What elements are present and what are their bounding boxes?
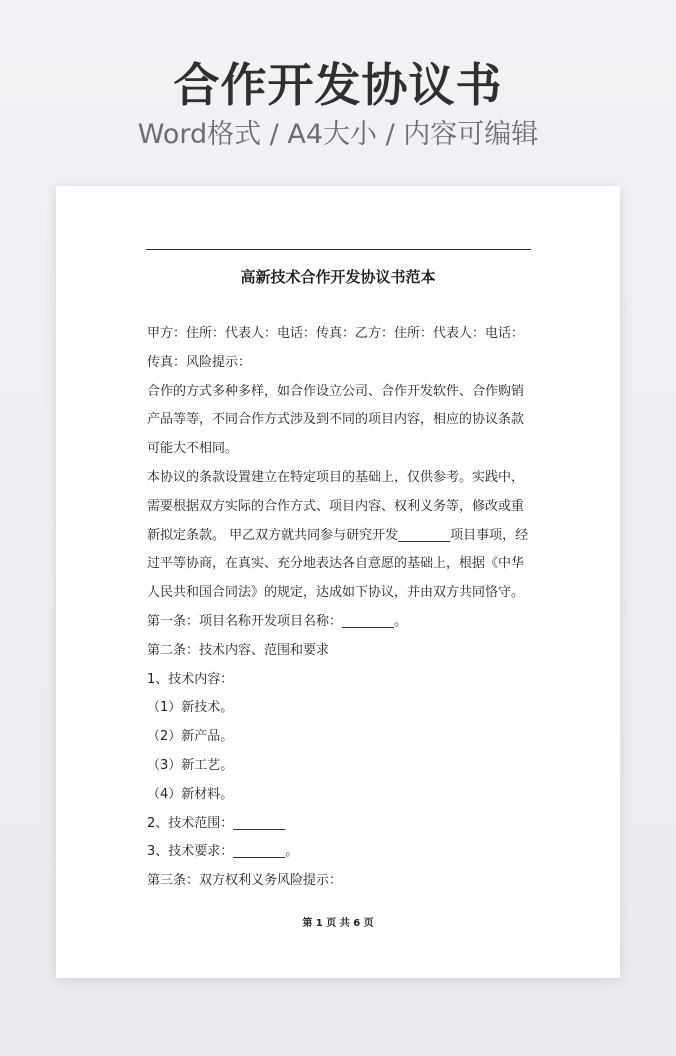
paragraph-cooperation-modes: 合作的方式多种多样，如合作设立公司、合作开发软件、合作购销产品等等，不同合作方式涉及到不同的项目内容，相应的协议条款可能大不相同。 [147,383,525,457]
clause-1: 第一条：项目名称开发项目名称：________。 [147,613,408,629]
page-subtitle: Word格式 / A4大小 / 内容可编辑 [137,119,539,151]
clause-2: 第二条：技术内容、范围和要求 [147,642,330,658]
document-body [147,320,532,896]
clause-2-subitem-2: （2）新产品。 [147,729,234,745]
clause-2-subitem-4: （4）新材料。 [147,786,234,802]
clause-2-item-1: 1、技术内容： [147,671,234,687]
clause-2-item-3: 3、技术要求：________。 [147,844,299,860]
page-footer: 第 1 页 共 6 页 [302,918,374,929]
page-title: 合作开发协议书 [173,58,503,112]
clause-2-subitem-3: （3）新工艺。 [147,757,234,773]
paragraph-parties: 甲方：住所：代表人：电话：传真：乙方：住所：代表人：电话：传真：风险提示： [147,326,525,370]
document-page [56,186,620,978]
clause-3: 第三条：双方权利义务风险提示： [147,873,343,889]
clause-2-subitem-1: （1）新技术。 [147,700,234,716]
header [0,58,676,152]
clause-2-item-2: 2、技术范围：________ [147,815,286,831]
document-title: 高新技术合作开发协议书范本 [240,268,436,286]
header-rule [146,249,531,250]
paragraph-agreement-basis: 本协议的条款设置建立在特定项目的基础上，仅供参考。实践中，需要根据双方实际的合作方式、项目内容、权利义务等，修改或重新拟定条款。 甲乙双方就共同参与研究开发________项目事项，经过平等协商，在真实、充分地表达各自意愿的基础上，根据《中华人民共和国合同法》的规定，达成如下协议，并由双方共同恪守。 [147,469,529,601]
